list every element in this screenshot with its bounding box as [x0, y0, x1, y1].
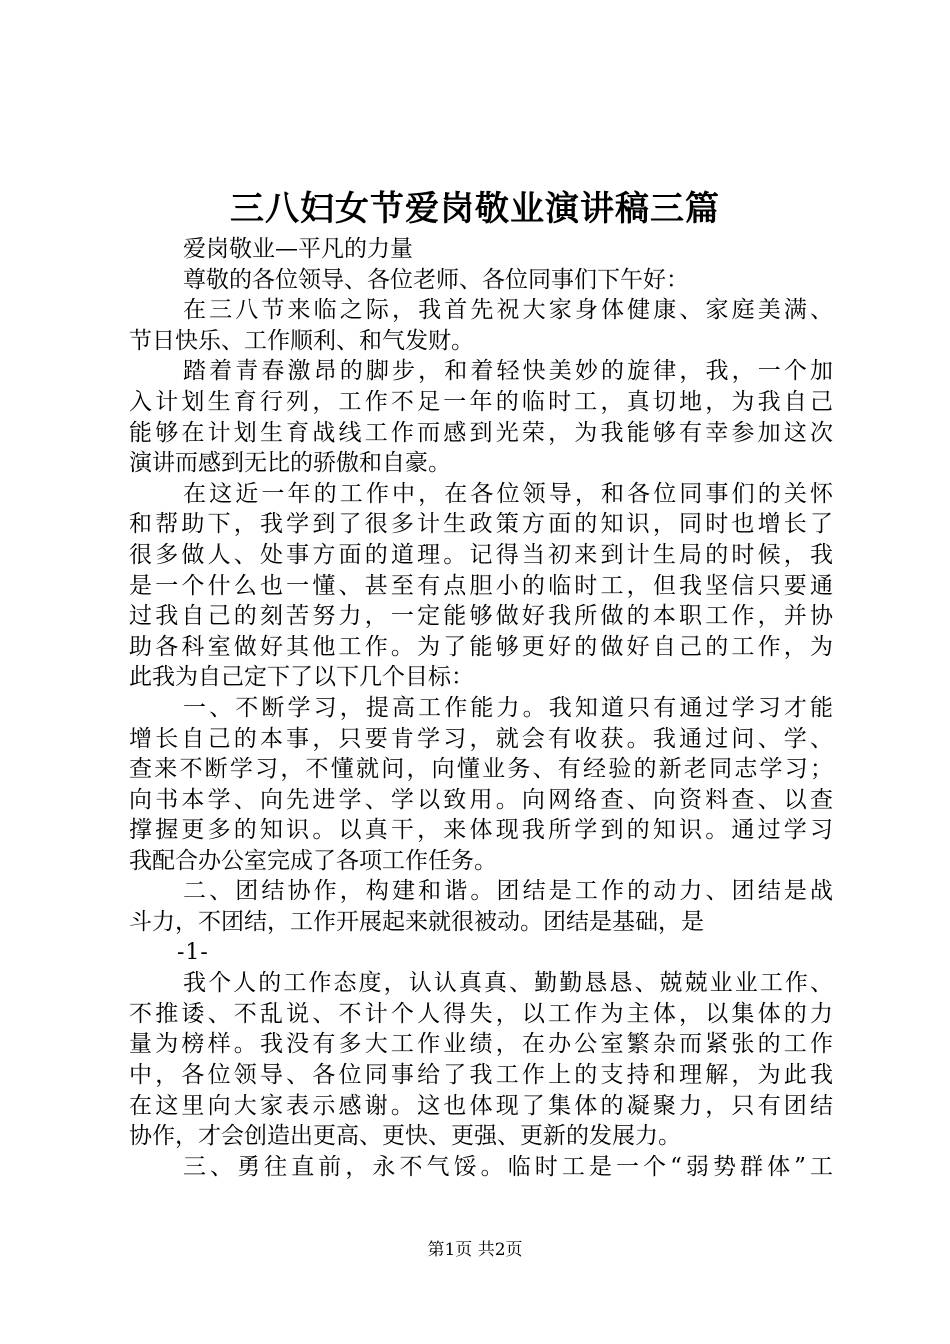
text-line: 和帮助下，我学到了很多计生政策方面的知识，同时也增长了	[129, 511, 833, 538]
text-line: 增长自己的本事，只要肯学习，就会有收获。我通过问、学、	[129, 725, 833, 752]
text-line: 中，各位领导、各位同事给了我工作上的支持和理解，为此我	[129, 1062, 833, 1089]
text-line: 是一个什么也一懂、甚至有点胆小的临时工，但我坚信只要通	[129, 572, 833, 599]
text-line: 查来不断学习，不懂就问，向懂业务、有经验的新老同志学习；	[129, 756, 833, 783]
text-line: 在这里向大家表示感谢。这也体现了集体的凝聚力，只有团结	[129, 1092, 833, 1119]
text-line: 过我自己的刻苦努力，一定能够做好我所做的本职工作，并协	[129, 603, 833, 630]
page-marker: -1-	[177, 939, 209, 965]
text-line: 撑握更多的知识。以真干，来体现我所学到的知识。通过学习	[129, 817, 833, 844]
text-line: 助各科室做好其他工作。为了能够更好的做好自己的工作，为	[129, 633, 833, 660]
text-line: 在这近一年的工作中，在各位领导，和各位同事们的关怀	[183, 480, 833, 507]
text-line: 一、不断学习，提高工作能力。我知道只有通过学习才能	[183, 694, 833, 721]
document-body	[129, 234, 833, 1182]
text-line: 踏着青春激昂的脚步，和着轻快美妙的旋律，我，一个加	[183, 358, 833, 385]
text-line: 很多做人、处事方面的道理。记得当初来到计生局的时候，我	[129, 541, 833, 568]
text-line: 入计划生育行列，工作不足一年的临时工，真切地，为我自己	[129, 388, 833, 415]
text-line: 二、团结协作，构建和谐。团结是工作的动力、团结是战	[183, 878, 833, 905]
document-title: 三八妇女节爱岗敬业演讲稿三篇	[230, 189, 720, 229]
text-line: 量为榜样。我没有多大工作业绩，在办公室繁杂而紧张的工作	[129, 1031, 833, 1058]
text-line: 尊敬的各位领导、各位老师、各位同事们下午好：	[183, 266, 689, 293]
body-paragraphs-continued	[129, 968, 833, 1182]
page-footer: 第1页 共2页	[427, 1240, 523, 1260]
text-line: 节日快乐、工作顺利、和气发财。	[129, 327, 474, 354]
text-line: 三、勇往直前，永不气馁。临时工是一个“弱势群体”工	[183, 1153, 833, 1180]
text-line: 在三八节来临之际，我首先祝大家身体健康、家庭美满、	[183, 297, 833, 324]
text-line: 能够在计划生育战线工作而感到光荣，为我能够有幸参加这次	[129, 419, 833, 446]
text-line: 此我为自己定下了以下几个目标：	[129, 664, 474, 691]
text-line: 斗力，不团结，工作开展起来就很被动。团结是基础，是	[129, 909, 704, 936]
body-paragraphs	[129, 234, 833, 938]
text-line: 不推诿、不乱说、不计个人得失，以工作为主体，以集体的力	[129, 1000, 833, 1027]
text-line: 向书本学、向先进学、学以致用。向网络查、向资料查、以查	[129, 786, 833, 813]
text-line: 爱岗敬业—平凡的力量	[183, 236, 413, 262]
text-line: 协作，才会创造出更高、更快、更强、更新的发展力。	[129, 1123, 681, 1150]
text-line: 我个人的工作态度，认认真真、勤勤恳恳、兢兢业业工作、	[183, 970, 833, 997]
text-line: 演讲而感到无比的骄傲和自豪。	[129, 450, 451, 477]
text-line: 我配合办公室完成了各项工作任务。	[129, 847, 497, 874]
